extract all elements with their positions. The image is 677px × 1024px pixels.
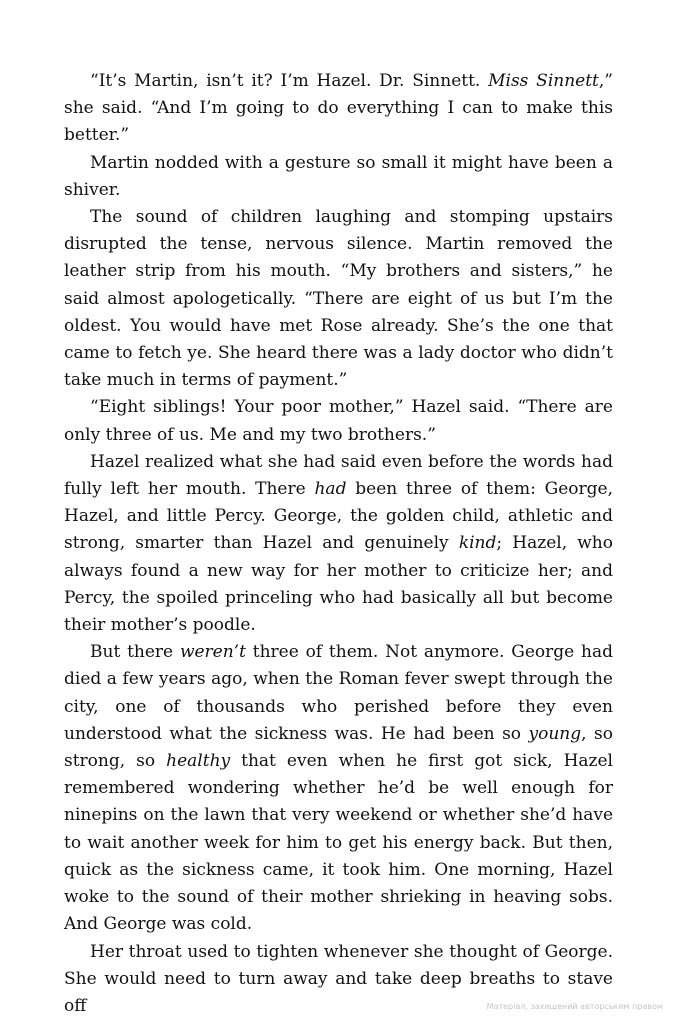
text-run: Her throat used to tighten whenever she thought of George. She would need to turn away and take deep breaths to stave off <box>64 941 613 1016</box>
italic-text-run: weren’t <box>179 642 246 663</box>
text-run: Hazel realized what she had said even before the words had fully left her mouth. There <box>64 451 613 500</box>
text-run: But there <box>90 642 180 663</box>
page-body-text <box>64 68 613 1020</box>
text-run: ,” she said. “And I’m going to do everything I can to make this better.” <box>64 71 613 146</box>
text-run: , so strong, so <box>64 723 613 772</box>
italic-text-run: kind <box>458 533 497 554</box>
italic-text-run: healthy <box>166 751 231 772</box>
italic-text-run: had <box>314 479 347 500</box>
text-run: Martin nodded with a gesture so small it might have been a shiver. <box>64 152 613 200</box>
text-run: “Eight siblings! Your poor mother,” Hazel said. “There are only three of us. Me and my two brothers.” <box>64 397 613 445</box>
text-run: been three of them: George, Hazel, and little Percy. George, the golden child, athletic and strong, smarter than Hazel and genuinely <box>64 479 613 554</box>
text-run: ; Hazel, who always found a new way for her mother to criticize her; and Percy, the spoiled princeling who had basically all but become their mother’s poodle. <box>64 533 613 636</box>
text-run: that even when he first got sick, Hazel remembered wondering whether he’d be well enough for ninepins on the lawn that very weekend or whether she’d have to wait another week for him to get his energy back. But then, quick as the sickness came, it took him. One morning, Hazel woke to the sound of their mother shrieking in heaving sobs. And George was cold. <box>64 751 613 935</box>
paragraph <box>64 204 613 394</box>
paragraph <box>64 394 613 448</box>
text-run: “It’s Martin, isn’t it? I’m Hazel. Dr. Sinnett. <box>90 71 489 91</box>
paragraph <box>64 150 613 204</box>
paragraph <box>64 68 613 150</box>
text-run: The sound of children laughing and stomping upstairs disrupted the tense, nervous silence. Martin removed the leather strip from his mouth. “My brothers and sisters,” he said almost apologetically. “There are eight of us but I’m the oldest. You would have met Rose already. She’s the one that came to fetch ye. She heard there was a lady doctor who didn’t take much in terms of payment.” <box>64 207 613 391</box>
copyright-watermark: Матеріал, захищений авторським правом <box>486 1002 663 1011</box>
text-run: three of them. Not anymore. George had died a few years ago, when the Roman fever swept through the city, one of thousands who perished before they even understood what the sickness was. He had been so <box>64 642 614 744</box>
italic-text-run: young <box>528 723 582 744</box>
paragraph <box>64 639 613 938</box>
paragraph <box>64 449 613 639</box>
italic-text-run: Miss Sinnett <box>488 71 599 91</box>
